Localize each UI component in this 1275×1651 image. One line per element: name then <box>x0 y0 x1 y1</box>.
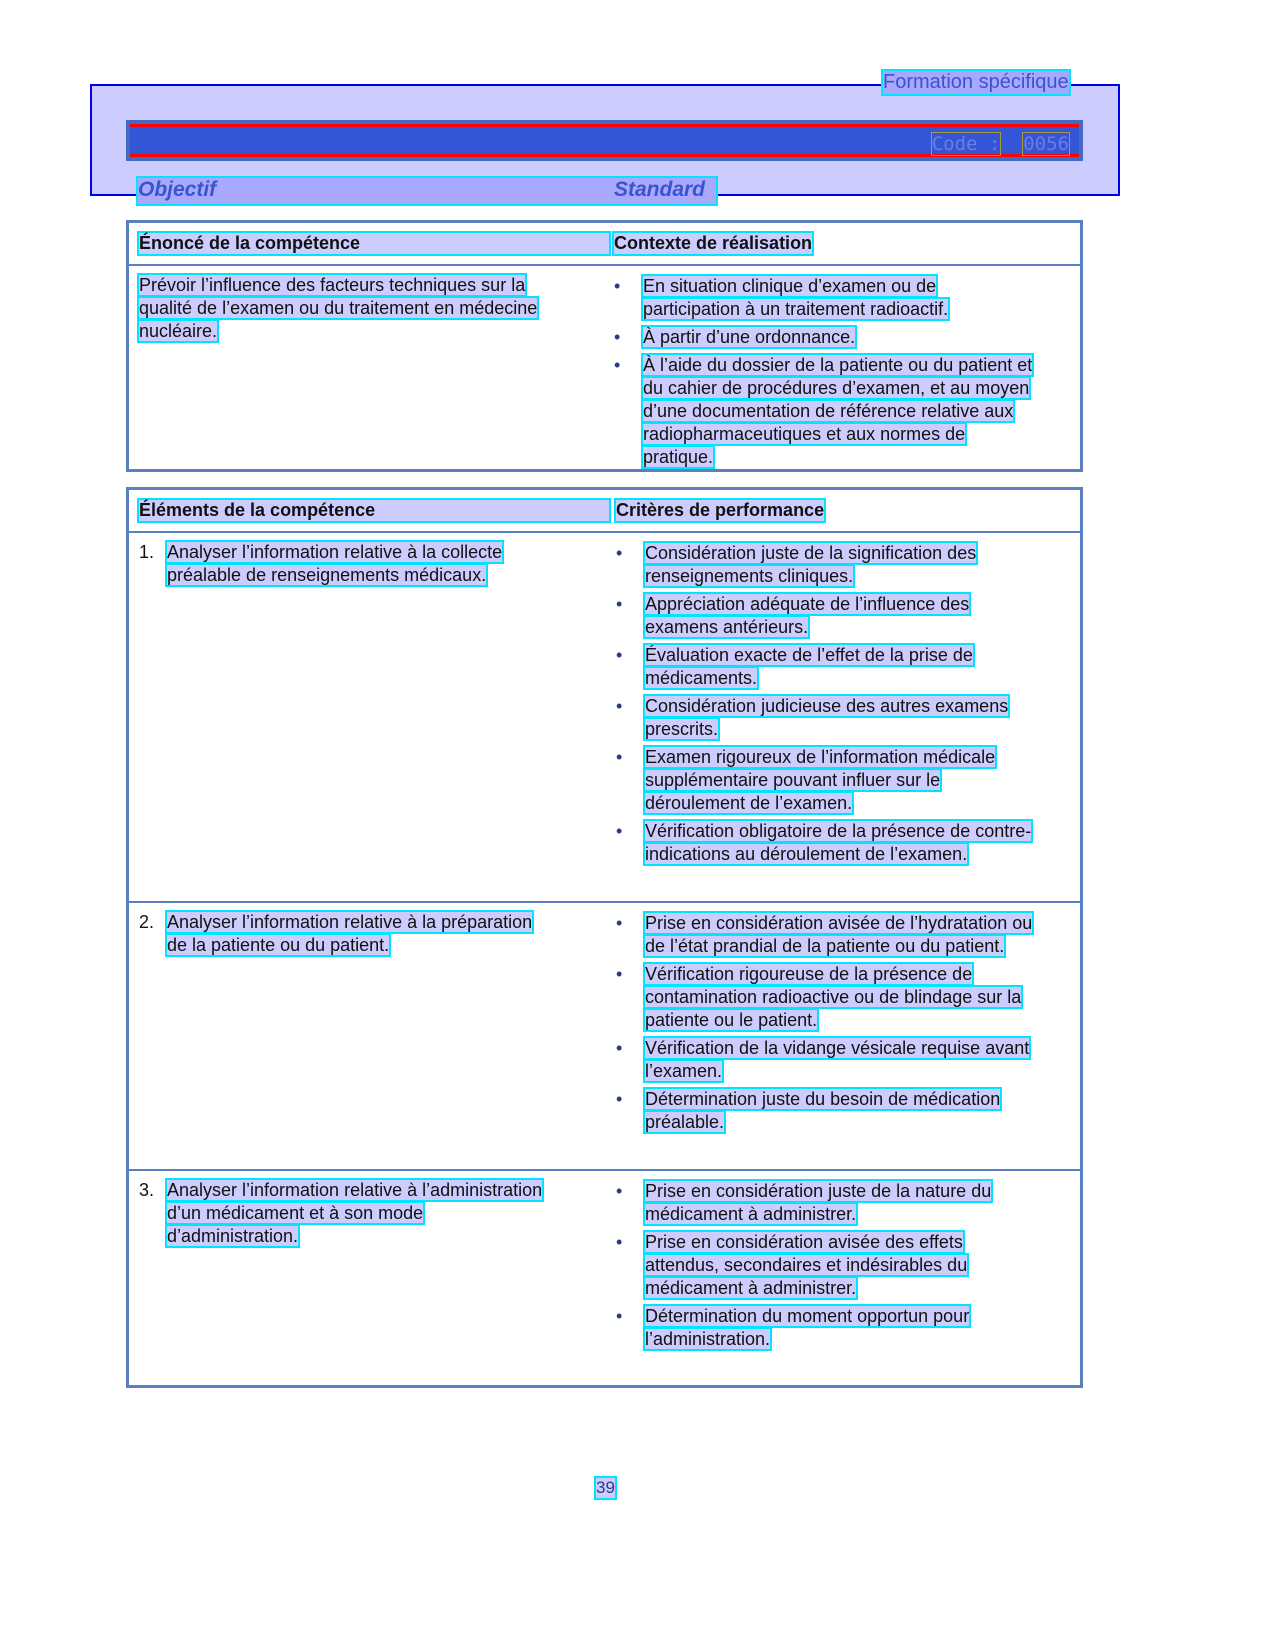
text-line-highlight: Considération juste de la signification des <box>645 543 977 563</box>
text-line <box>645 616 1076 639</box>
text-line-highlight: Détermination du moment opportun pour <box>645 1306 970 1326</box>
text-line-highlight: Prise en considération avisée de l’hydratation ou <box>645 913 1033 933</box>
text-line <box>645 695 1076 718</box>
bullet-icon: • <box>616 821 623 841</box>
text-line-highlight: médicament à administrer. <box>645 1204 857 1224</box>
text-line <box>167 911 637 934</box>
competency-statement-table <box>126 220 1083 472</box>
text-line-highlight: Évaluation exacte de l’effet de la prise de <box>645 645 973 665</box>
bullet-icon: • <box>616 696 623 716</box>
table-row <box>129 531 1080 901</box>
bullet-icon: • <box>614 276 621 296</box>
text-line-highlight: Analyser l’information relative à la collecte <box>167 542 503 562</box>
text-line-highlight: l’examen. <box>645 1061 723 1081</box>
text-line-highlight: Considération judicieuse des autres examens <box>645 696 1009 716</box>
text-line-highlight: attendus, secondaires et indésirables du <box>645 1255 968 1275</box>
text-line <box>643 275 1074 298</box>
list-item <box>616 746 1076 815</box>
text-line-highlight: Prévoir l’influence des facteurs techniques sur la <box>139 275 526 295</box>
performance-criteria <box>616 1180 1076 1356</box>
competency-code <box>932 133 1069 155</box>
table-header-row <box>129 490 1080 531</box>
bullet-icon: • <box>614 327 621 347</box>
list-item <box>616 1305 1076 1351</box>
bullet-icon: • <box>616 964 623 984</box>
bullet-icon: • <box>616 1181 623 1201</box>
list-item <box>616 1037 1076 1083</box>
text-line <box>645 986 1076 1009</box>
text-line-highlight: médicaments. <box>645 668 758 688</box>
text-line-highlight: prescrits. <box>645 719 719 739</box>
text-line-highlight: En situation clinique d’examen ou de <box>643 276 937 296</box>
text-line <box>645 1305 1076 1328</box>
table-row <box>129 901 1080 1169</box>
text-line-highlight: supplémentaire pouvant influer sur le <box>645 770 941 790</box>
text-line <box>645 1254 1076 1277</box>
bullet-icon: • <box>616 1038 623 1058</box>
text-line <box>645 644 1076 667</box>
text-line <box>167 541 637 564</box>
bullet-icon: • <box>614 355 621 375</box>
text-line-highlight: Vérification rigoureuse de la présence de <box>645 964 973 984</box>
text-line <box>643 377 1074 400</box>
text-line-highlight: d’administration. <box>167 1226 299 1246</box>
section-title: Formation spécifique <box>883 71 1069 93</box>
table-row <box>129 264 1080 466</box>
element-number: 1. <box>139 542 155 562</box>
text-line <box>645 935 1076 958</box>
text-line-highlight: patiente ou le patient. <box>645 1010 818 1030</box>
text-line <box>167 1202 637 1225</box>
text-line-highlight: Détermination juste du besoin de médication <box>645 1089 1001 1109</box>
text-line <box>139 320 609 343</box>
list-item <box>616 1088 1076 1134</box>
text-line-highlight: Examen rigoureux de l’information médicale <box>645 747 996 767</box>
text-line-highlight: l’administration. <box>645 1329 771 1349</box>
competency-element <box>139 911 637 957</box>
standard-heading: Standard <box>614 178 706 201</box>
text-line-highlight: qualité de l’examen ou du traitement en médecine <box>139 298 538 318</box>
objective-heading: Objectif <box>138 178 217 201</box>
code-label: Code : <box>931 133 1001 155</box>
text-line <box>643 423 1074 446</box>
text-line-highlight: indications au déroulement de l’examen. <box>645 844 968 864</box>
context-header: Contexte de réalisation <box>614 233 813 253</box>
bullet-icon: • <box>616 645 623 665</box>
text-line <box>645 542 1076 565</box>
text-line <box>645 1037 1076 1060</box>
text-line <box>645 1060 1076 1083</box>
text-line <box>645 593 1076 616</box>
text-line-highlight: renseignements cliniques. <box>645 566 854 586</box>
list-item <box>616 1231 1076 1300</box>
bullet-icon: • <box>616 913 623 933</box>
table-header-row <box>129 223 1080 264</box>
text-line <box>167 1179 637 1202</box>
text-line-highlight: de l’état prandial de la patiente ou du patient. <box>645 936 1005 956</box>
objective-standard-heading <box>138 178 716 204</box>
code-bar <box>126 120 1083 161</box>
text-line-highlight: préalable. <box>645 1112 725 1132</box>
text-line <box>645 565 1076 588</box>
list-item <box>614 275 1074 321</box>
text-line <box>645 1231 1076 1254</box>
text-line-highlight: médicament à administrer. <box>645 1278 857 1298</box>
text-line <box>645 718 1076 741</box>
text-line <box>645 1088 1076 1111</box>
text-line-highlight: du cahier de procédures d’examen, et au moyen <box>643 378 1030 398</box>
text-line <box>645 1203 1076 1226</box>
bullet-icon: • <box>616 1089 623 1109</box>
element-number: 3. <box>139 1180 155 1200</box>
text-line-highlight: Analyser l’information relative à la préparation <box>167 912 533 932</box>
code-value: 0056 <box>1023 133 1069 155</box>
list-item <box>616 963 1076 1032</box>
text-line-highlight: Vérification obligatoire de la présence de contre- <box>645 821 1032 841</box>
text-line-highlight: pratique. <box>643 447 714 467</box>
text-line <box>139 274 609 297</box>
text-line <box>645 792 1076 815</box>
elements-header: Éléments de la compétence <box>139 500 609 521</box>
text-line-highlight: Prise en considération avisée des effets <box>645 1232 963 1252</box>
criteria-header: Critères de performance <box>616 500 825 520</box>
text-line <box>139 297 609 320</box>
text-line-highlight: Appréciation adéquate de l’influence des <box>645 594 970 614</box>
text-line-highlight: À partir d’une ordonnance. <box>643 327 856 347</box>
text-line <box>645 963 1076 986</box>
text-line <box>645 769 1076 792</box>
element-number: 2. <box>139 912 155 932</box>
text-line <box>645 1180 1076 1203</box>
text-line <box>645 746 1076 769</box>
text-line <box>645 912 1076 935</box>
text-line <box>643 298 1074 321</box>
text-line <box>645 1328 1076 1351</box>
text-line-highlight: de la patiente ou du patient. <box>167 935 390 955</box>
text-line <box>643 326 1074 349</box>
table-row <box>129 1169 1080 1387</box>
text-line <box>167 934 637 957</box>
text-line-highlight: Prise en considération juste de la nature du <box>645 1181 992 1201</box>
bullet-icon: • <box>616 747 623 767</box>
list-item <box>616 644 1076 690</box>
text-line <box>167 564 637 587</box>
text-line <box>645 820 1076 843</box>
competency-element <box>139 1179 637 1248</box>
text-line-highlight: participation à un traitement radioactif. <box>643 299 949 319</box>
text-line-highlight: nucléaire. <box>139 321 218 341</box>
text-line <box>645 843 1076 866</box>
text-line <box>643 354 1074 377</box>
competency-elements-table <box>126 487 1083 1388</box>
statement-header: Énoncé de la compétence <box>139 233 609 254</box>
text-line-highlight: d’une documentation de référence relative aux <box>643 401 1014 421</box>
text-line <box>645 1277 1076 1300</box>
context-list <box>614 275 1074 474</box>
text-line <box>643 400 1074 423</box>
text-line-highlight: contamination radioactive ou de blindage sur la <box>645 987 1022 1007</box>
text-line-highlight: examens antérieurs. <box>645 617 809 637</box>
list-item <box>614 326 1074 349</box>
text-line-highlight: Analyser l’information relative à l’administration <box>167 1180 543 1200</box>
list-item <box>616 542 1076 588</box>
list-item <box>616 695 1076 741</box>
list-item <box>616 1180 1076 1226</box>
bullet-icon: • <box>616 1306 623 1326</box>
competency-statement <box>139 274 609 343</box>
text-line <box>643 446 1074 469</box>
list-item <box>614 354 1074 469</box>
text-line-highlight: Vérification de la vidange vésicale requise avant <box>645 1038 1030 1058</box>
list-item <box>616 820 1076 866</box>
performance-criteria <box>616 542 1076 871</box>
text-line-highlight: À l’aide du dossier de la patiente ou du patient et <box>643 355 1033 375</box>
bullet-icon: • <box>616 1232 623 1252</box>
text-line-highlight: radiopharmaceutiques et aux normes de <box>643 424 966 444</box>
text-line-highlight: préalable de renseignements médicaux. <box>167 565 487 585</box>
text-line <box>167 1225 637 1248</box>
bullet-icon: • <box>616 594 623 614</box>
text-line <box>645 667 1076 690</box>
list-item <box>616 593 1076 639</box>
text-line <box>645 1009 1076 1032</box>
text-line-highlight: d’un médicament et à son mode <box>167 1203 424 1223</box>
performance-criteria <box>616 912 1076 1139</box>
bullet-icon: • <box>616 543 623 563</box>
text-line-highlight: déroulement de l’examen. <box>645 793 853 813</box>
list-item <box>616 912 1076 958</box>
competency-element <box>139 541 637 587</box>
page-number: 39 <box>596 1478 615 1497</box>
text-line <box>645 1111 1076 1134</box>
